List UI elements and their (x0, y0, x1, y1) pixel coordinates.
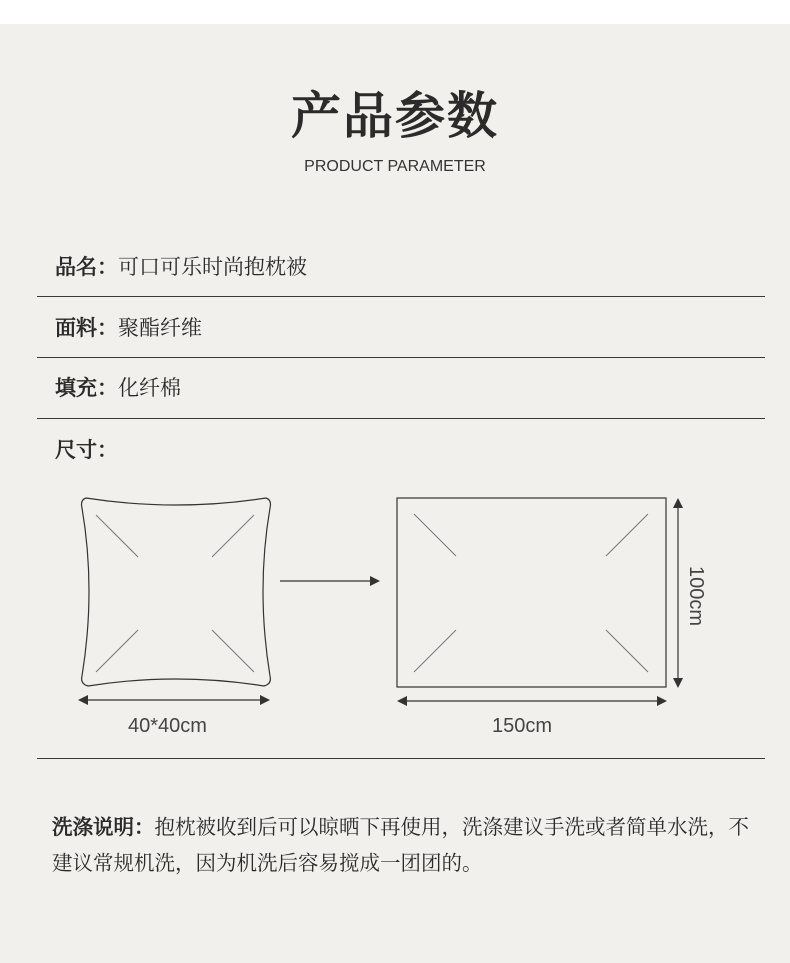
blanket-width-label: 150cm (492, 715, 553, 737)
param-key: 面料： (55, 316, 118, 340)
param-key: 品名： (55, 255, 118, 279)
page-subtitle: PRODUCT PARAMETER (304, 158, 486, 175)
param-value: 化纤棉 (118, 376, 181, 400)
divider (37, 758, 765, 759)
arrow-right-icon (280, 576, 380, 586)
param-key: 尺寸： (55, 438, 118, 462)
pillow-width-arrow (78, 695, 270, 705)
pillow-size-label: 40*40cm (128, 715, 207, 737)
page-title: 产品参数 (291, 87, 499, 145)
blanket-height-label: 100cm (685, 566, 707, 627)
param-key: 填充： (55, 376, 118, 400)
param-value: 可口可乐时尚抱枕被 (118, 255, 307, 279)
param-value: 聚酯纤维 (118, 316, 202, 340)
wash-instructions (52, 809, 752, 881)
wash-text: 抱枕被收到后可以晾晒下再使用，洗涤建议手洗或者简单水洗，不建议常规机洗，因为机洗后容易搅成一团团的。 (52, 815, 749, 875)
blanket-width-arrow (397, 696, 667, 706)
blanket-corner-lines (414, 514, 648, 672)
pillow-corner-lines (96, 515, 254, 672)
blanket-height-arrow (673, 498, 683, 688)
wash-label: 洗涤说明： (52, 815, 155, 839)
blanket-outline (397, 498, 666, 687)
